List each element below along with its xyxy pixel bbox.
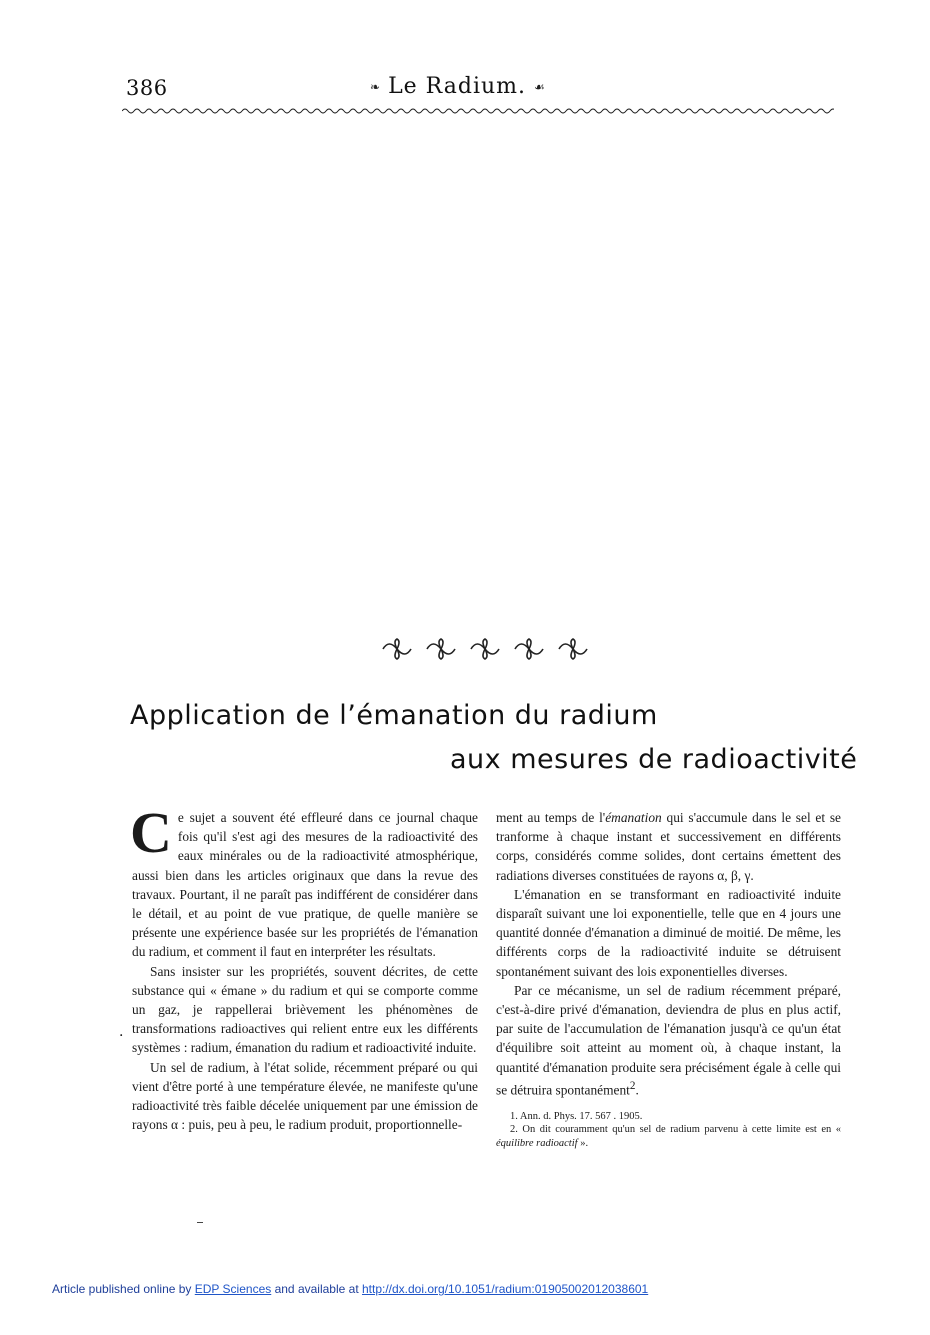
emphasis: équilibre radioactif (496, 1137, 578, 1149)
fleuron-icon (424, 637, 458, 661)
paragraph-text: Par ce mécanisme, un sel de radium récemment préparé, c'est-à-dire privé d'émanation, deviendra de plus en plus actif, par suite de l'accumulation de l'émanation jusqu'à ce qu'un état d'équilibre soit atteint au moment où, à chaque instant, la quantité d'émanation produite sera précisément égale à celle qui se détruira spontanément (496, 982, 841, 1098)
emphasis: émanation (605, 810, 662, 825)
decorative-rule (122, 106, 834, 116)
footnotes (496, 1110, 841, 1151)
publisher-prefix: Article published online by (52, 1282, 195, 1296)
paragraph: Sans insister sur les propriétés, souvent décrites, de cette substance qui « émane » du radium et qui se comporte comme un gaz, je rappellerai brièvement les phénomènes de transformations radioactives qui relient entre eux les différents systèmes : radium, émanation du radium et radioactivité induite. (132, 963, 478, 1056)
paragraph-text: ment au temps de l' (496, 810, 606, 825)
paragraph (496, 808, 841, 885)
article-title-line-1: Application de l’émanation du radium (130, 700, 658, 731)
text-column-right (496, 808, 841, 1150)
running-header (370, 74, 545, 99)
fleuron-icon (512, 637, 546, 661)
drop-cap: C (130, 800, 172, 865)
paragraph-text: e sujet a souvent été effleuré dans ce journal chaque fois qu'il s'est agi des mesures de la radioactivité des eaux minérales ou de la radioactivité atmosphérique, aussi bien dans les articles originaux que dans la revue des travaux. Pourtant, il ne paraît pas indifférent de considérer dans le détail, et au point de vue pratique, de quelle manière se présente une expérience basée sur les propriétés de l'émanation du radium, et comment il faut en interpréter les résultats. (132, 810, 478, 960)
paragraph: L'émanation en se transformant en radioactivité induite disparaît suivant une loi exponentielle, telle que en 4 jours une quantité donnée d'émanation a diminué de moitié. De même, les différents corps de la radioactivité induite se détruisent spontanément suivant des lois exponentielles diverses. (496, 886, 841, 979)
publisher-link[interactable]: EDP Sciences (194, 1282, 272, 1296)
footnote-ref: 2 (629, 1079, 636, 1092)
publisher-notice (52, 1282, 648, 1296)
print-mark (197, 1222, 203, 1223)
page-number: 386 (126, 76, 168, 100)
running-title: Le Radium. (388, 74, 527, 99)
footnote-text: 2. On dit couramment qu'un sel de radium parvenu à cette limite est en « (510, 1124, 841, 1136)
text-column-left (130, 800, 478, 1134)
fleuron-icon (556, 637, 590, 661)
paragraph: Un sel de radium, à l'état solide, récemment préparé ou qui vient d'être porté à une température élevée, ne manifeste qu'une radioactivité très faible décelée uniquement par une émission de rayons α : puis, peu à peu, le radium produit, proportionnelle- (132, 1059, 478, 1133)
footnote-2 (496, 1123, 841, 1150)
ornament-right-icon: ☙ (534, 80, 545, 94)
ornament-left-icon: ❧ (370, 80, 381, 94)
footnote-1: 1. Ann. d. Phys. 17. 567 . 1905. (510, 1110, 643, 1122)
print-mark: · (119, 1028, 124, 1044)
article-title-line-2: aux mesures de radioactivité (450, 744, 858, 775)
doi-link[interactable]: http://dx.doi.org/10.1051/radium:01905002012038601 (361, 1282, 649, 1296)
paragraph (130, 800, 478, 962)
fleuron-icon (380, 637, 414, 661)
paragraph-text: qui s'accumule dans le sel et se tranforme à chaque instant et successivement en différents corps, considérés comme solides, dont certains émettent des radiations diverses constituées de rayons α, β, γ. (496, 810, 842, 883)
paragraph-text: . (635, 1082, 639, 1098)
footnote-text: ». (577, 1137, 589, 1149)
paragraph (496, 981, 841, 1100)
publisher-middle: and available at (271, 1282, 362, 1296)
fleuron-separator (380, 637, 590, 661)
fleuron-icon (468, 637, 502, 661)
